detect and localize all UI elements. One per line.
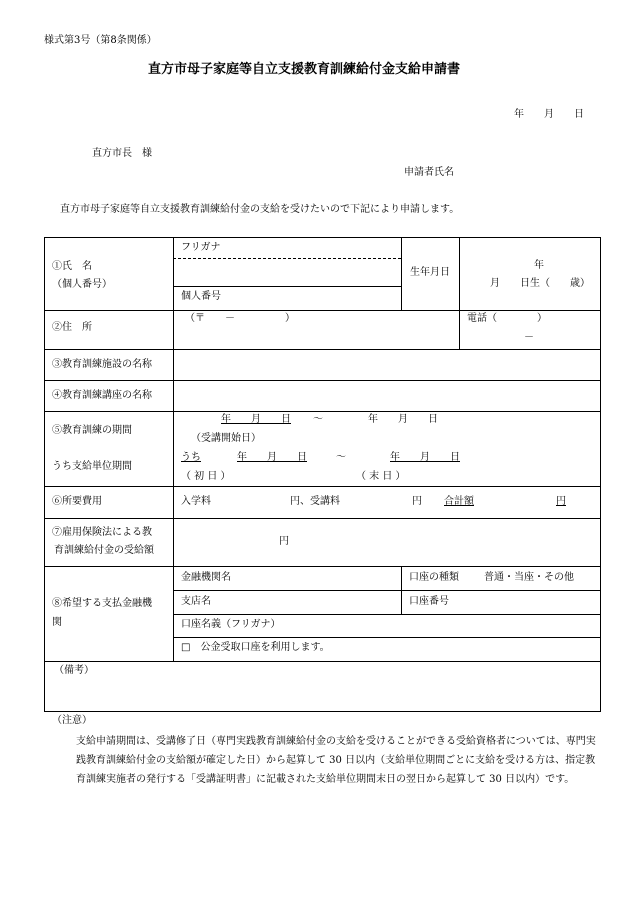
addressee: 直方市長 様 (92, 148, 152, 159)
name-sublabel: （個人番号） (52, 279, 112, 290)
facility-label: ③教育訓練施設の名称 (52, 359, 152, 370)
birth-month-day[interactable]: 月 日生（ 歳） (490, 278, 590, 289)
bank-sublabel: 関 (52, 617, 62, 628)
phone-field[interactable]: 電話（ ） (467, 313, 547, 324)
intro-text: 直方市母子家庭等自立支援教育訓練給付金の支給を受けたいので下記により申請します。 (60, 204, 460, 215)
facility-input[interactable] (174, 350, 600, 379)
total-amount-field[interactable]: 合計額 円 (444, 496, 566, 507)
phone-dash: － (524, 332, 534, 343)
remarks-input[interactable] (45, 680, 599, 710)
last-day-note: （ 末 日 ） (356, 471, 406, 482)
address-label: ②住 所 (52, 322, 92, 333)
name-input[interactable] (174, 260, 400, 285)
notes-heading: （注意） (52, 715, 92, 726)
account-holder-field[interactable]: 口座名義（フリガナ） (181, 619, 281, 630)
account-type-label: 口座の種類 (409, 572, 459, 583)
tuition-label: 円、受講料 (290, 496, 340, 507)
start-date-note: （受講開始日） (191, 433, 261, 444)
insurance-amount-field[interactable]: 円 (279, 536, 289, 547)
public-account-checkbox[interactable]: □ 公金受取口座を利用します。 (181, 642, 330, 653)
unit-period-label: うち支給単位期間 (52, 461, 132, 472)
branch-name-field[interactable]: 支店名 (181, 596, 211, 607)
unit-start-date[interactable]: うち 年 月 日 (181, 452, 307, 463)
course-input[interactable] (174, 381, 600, 410)
bank-label: ⑧希望する支払金融機 (52, 598, 152, 609)
entrance-fee-label: 入学料 (181, 496, 211, 507)
applicant-name-label: 申請者氏名 (404, 167, 454, 178)
form-number: 様式第3号（第8条関係） (44, 35, 157, 46)
account-number-field[interactable]: 口座番号 (409, 596, 449, 607)
postal-code-field[interactable]: （〒 － ） (185, 313, 295, 324)
period-label: ⑤教育訓練の期間 (52, 425, 132, 436)
name-label: ①氏 名 (52, 261, 92, 272)
notes-body: 支給申請期間は、受講修了日（専門実践教育訓練給付金の支給を受けることができる受給資格者については、専門実践教育訓練給付金の支給額が確定した日）から起算して 30 日以内（支給単位期間ごとに支給を受ける方は、指定教育訓練実施者の発行する「受講証明書」に記載された支給単位期間末日の翌日から起算して 30 日以内）です。 (76, 736, 596, 785)
period-start-date[interactable]: 年 月 日 (221, 414, 291, 425)
bank-name-field[interactable]: 金融機関名 (181, 572, 231, 583)
account-type-options[interactable]: 普通・当座・その他 (484, 572, 574, 583)
period-tilde: ～ (313, 414, 323, 425)
tuition-yen: 円 (412, 496, 422, 507)
page-title: 直方市母子家庭等自立支援教育訓練給付金支給申請書 (148, 62, 461, 77)
period-end-date[interactable]: 年 月 日 (368, 414, 438, 425)
insurance-sublabel: 育訓練給付金の受給額 (54, 545, 154, 556)
course-label: ④教育訓練講座の名称 (52, 390, 152, 401)
unit-end-date[interactable]: 年 月 日 (390, 452, 460, 463)
unit-tilde: ～ (336, 452, 346, 463)
birth-year[interactable]: 年 (534, 260, 544, 271)
date-field[interactable]: 年 月 日 (514, 109, 584, 120)
cost-label: ⑥所要費用 (52, 496, 102, 507)
birth-date-label: 生年月日 (410, 267, 450, 278)
personal-number-label[interactable]: 個人番号 (181, 291, 221, 302)
insurance-label: ⑦雇用保険法による教 (52, 527, 152, 538)
remarks-label: （備考） (54, 665, 94, 676)
furigana-label: フリガナ (181, 242, 221, 253)
first-day-note: （ 初 日 ） (181, 471, 231, 482)
